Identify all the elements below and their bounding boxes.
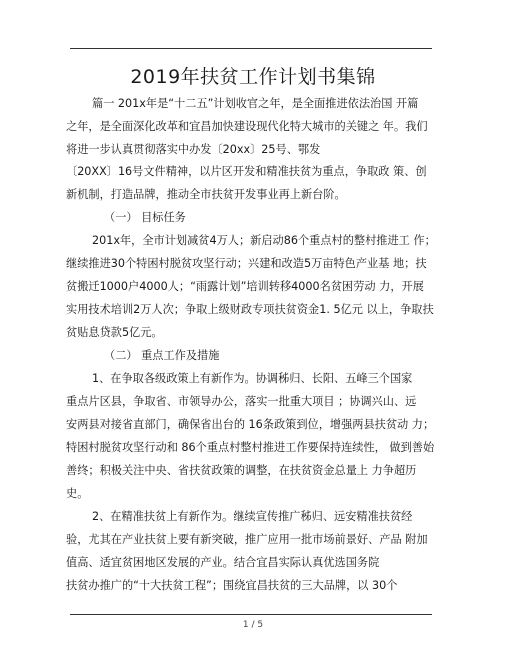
paragraph-line: 史。 xyxy=(66,487,89,500)
paragraph-line: 篇一 201x年是“十二五”计划收官之年，是全面推进依法治国 开篇 xyxy=(92,97,419,110)
footer-rule xyxy=(70,614,432,615)
paragraph-line: 2、在精准扶贫上有新作为。继续宣传推广秭归、远安精准扶贫经 xyxy=(92,510,413,523)
paragraph-line: 特困村脱贫攻坚行动和 86个重点村整村推进工作要保持连续性， 做到善始 xyxy=(66,441,435,454)
header-rule xyxy=(70,48,432,49)
paragraph-line: 201x年，全市计划减贫4万人；新启动86个重点村的整村推进工 作； xyxy=(92,234,436,247)
paragraph-line: 之年，是全面深化改革和宜昌加快建设现代化特大城市的关键之 年。我们 xyxy=(66,120,428,133)
paragraph-line: 安两县对接省直部门，确保省出台的 16条政策到位，增强两县扶贫动 力； xyxy=(66,418,435,431)
paragraph-line: 扶贫办推广的“十大扶贫工程”；围绕宜昌扶贫的三大品牌，以 30个 xyxy=(66,579,398,592)
paragraph-line: 验，尤其在产业扶贫上要有新突破，推广应用一批市场前景好、产品 附加 xyxy=(66,533,428,546)
paragraph-line: 继续推进30个特困村脱贫攻坚行动；兴建和改造5万亩特色产业基 地；扶 xyxy=(66,257,427,270)
paragraph-line: 〔20XX〕16号文件精神，以片区开发和精准扶贫为重点，争取政 策、创 xyxy=(66,165,427,178)
page-number: 1 / 5 xyxy=(242,620,264,630)
paragraph-line: 新机制，打造品牌，推动全市扶贫开发事业再上新台阶。 xyxy=(66,188,346,201)
paragraph-line: 善终；积极关注中央、省扶贫政策的调整，在扶贫资金总量上 力争超历 xyxy=(66,464,417,477)
paragraph-line: 将进一步认真贯彻落实中办发〔20xx〕25号、鄂发 xyxy=(66,143,321,156)
paragraph-line: 值高、适宜贫困地区发展的产业。结合宜昌实际认真优选国务院 xyxy=(66,556,380,569)
section-heading: （一） 目标任务 xyxy=(104,211,186,224)
paragraph-line: 实用技术培训2万人次；争取上级财政专项扶贫资金1. 5亿元 以上，争取扶 xyxy=(66,303,434,316)
paragraph-line: 贫搬迁1000户4000人；“雨露计划”培训转移4000名贫困劳动 力，开展 xyxy=(66,280,424,293)
document-title: 2019年扶贫工作计划书集锦 xyxy=(130,66,376,88)
paragraph-line: 贫贴息贷款5亿元。 xyxy=(66,326,163,339)
section-heading: （二） 重点工作及措施 xyxy=(104,349,220,362)
paragraph-line: 重点片区县，争取省、市领导办公，落实一批重大项目 ；协调兴山、远 xyxy=(66,395,417,408)
paragraph-line: 1、在争取各级政策上有新作为。协调秭归、长阳、五峰三个国家 xyxy=(92,372,413,385)
